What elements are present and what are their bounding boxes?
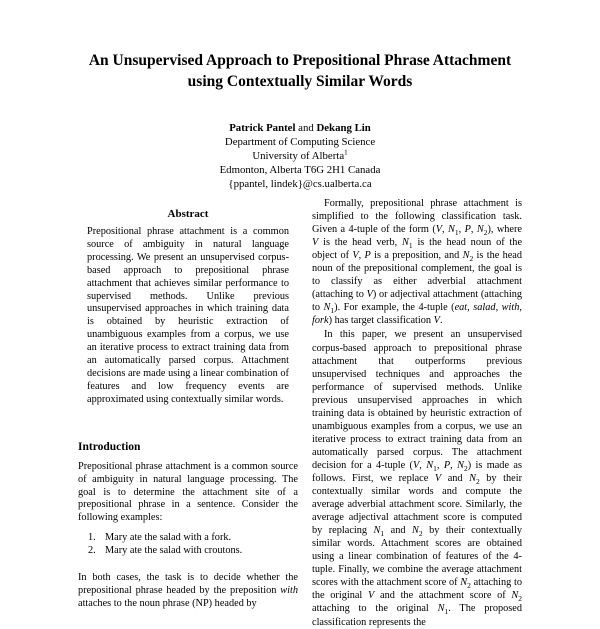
university: University of Alberta bbox=[252, 150, 345, 162]
example-item-2 bbox=[88, 544, 298, 557]
title-line-2: using Contextually Similar Words bbox=[187, 73, 413, 90]
example-number-1: 1. bbox=[88, 532, 96, 543]
address: Edmonton, Alberta T6G 2H1 Canada bbox=[219, 164, 381, 176]
author-2: Dekang Lin bbox=[316, 122, 371, 134]
example-text-1: Mary ate the salad with a fork. bbox=[105, 532, 232, 543]
example-item-1 bbox=[88, 531, 298, 544]
email: {ppantel, lindek}@cs.ualberta.ca bbox=[228, 178, 372, 190]
example-list bbox=[88, 531, 298, 557]
paper-title bbox=[0, 50, 600, 92]
approach-paragraph: In this paper, we present an unsupervised corpus-based approach to prepositional phrase attachment that outperforms previous unsupervised techniques and approaches the performance of supervised methods. Unlike previous unsupervised approaches in which training data is obtained by heuristic extraction of unambiguous examples from a corpus, we use an iterative process to extract training data from an automatically parsed corpus. The attachment decision for a 4-tuple (V, $N_1$, P, $N_2$) is made as follows. First, we replace V and $N_2$ by their contextually similar words and compute the average adverbial attachment score. Similarly, the average adjectival attachment score is computed by replacing $N_1$ and $N_2$ by their contextually similar words. Attachment scores are obtained using a linear combination of features of the 4-tuple. Finally, we combine the average attachment scores with the attachment score of $N_2$ attaching to the original V and the attachment score of $N_2$ attaching to the original $N_1$. The proposed classification represents the bbox=[312, 329, 523, 628]
department: Department of Computing Science bbox=[224, 136, 376, 148]
introduction-paragraph-2: In both cases, the task is to decide whether the prepositional phrase headed by the preposition with attaches to the noun phrase (NP) headed by bbox=[78, 572, 298, 609]
abstract-text: Prepositional phrase attachment is a common source of ambiguity in natural language processing. We present an unsupervised corpus-based approach to prepositional phrase attachment that achieves similar performance to supervised methods. Unlike previous unsupervised approaches in which training data is obtained by heuristic extraction of unambiguous examples from a corpus, we use an iterative process to extract training data from an automatically parsed corpus. Attachment decisions are made using a linear combination of features and low frequency events are approximated using contextually similar words. bbox=[87, 226, 289, 405]
introduction-heading: Introduction bbox=[78, 441, 141, 453]
footnote-marker: 1 bbox=[344, 148, 348, 157]
abstract-heading: Abstract bbox=[167, 208, 209, 220]
formal-definition-paragraph: Formally, prepositional phrase attachment is simplified to the following classification task. Given a 4-tuple of the form (V, $N_1$, P, $N_2$), where V is the head verb, $N_1$ is the head noun of the object of V, P is a preposition, and $N_2$ is the head noun of the prepositional complement, the goal is to classify as either adverbial attachment (attaching to V) or adjectival attachment (attaching to $N_1$). For example, the 4-tuple (eat, salad, with, fork) has target classification V. bbox=[312, 198, 523, 327]
title-line-1: An Unsupervised Approach to Prepositional Phrase Attachment bbox=[88, 52, 512, 69]
author-block bbox=[0, 121, 600, 191]
author-and: and bbox=[298, 122, 314, 134]
introduction-paragraph-1: Prepositional phrase attachment is a common source of ambiguity in natural language processing. The goal is to determine the attachment site of a prepositional phrase in a sentence. Consider the following examples: bbox=[78, 461, 298, 524]
example-text-2: Mary ate the salad with croutons. bbox=[105, 545, 243, 556]
example-number-2: 2. bbox=[88, 545, 96, 556]
preposition-with: with bbox=[280, 584, 298, 596]
right-column-text bbox=[312, 197, 522, 629]
author-1: Patrick Pantel bbox=[229, 122, 296, 134]
